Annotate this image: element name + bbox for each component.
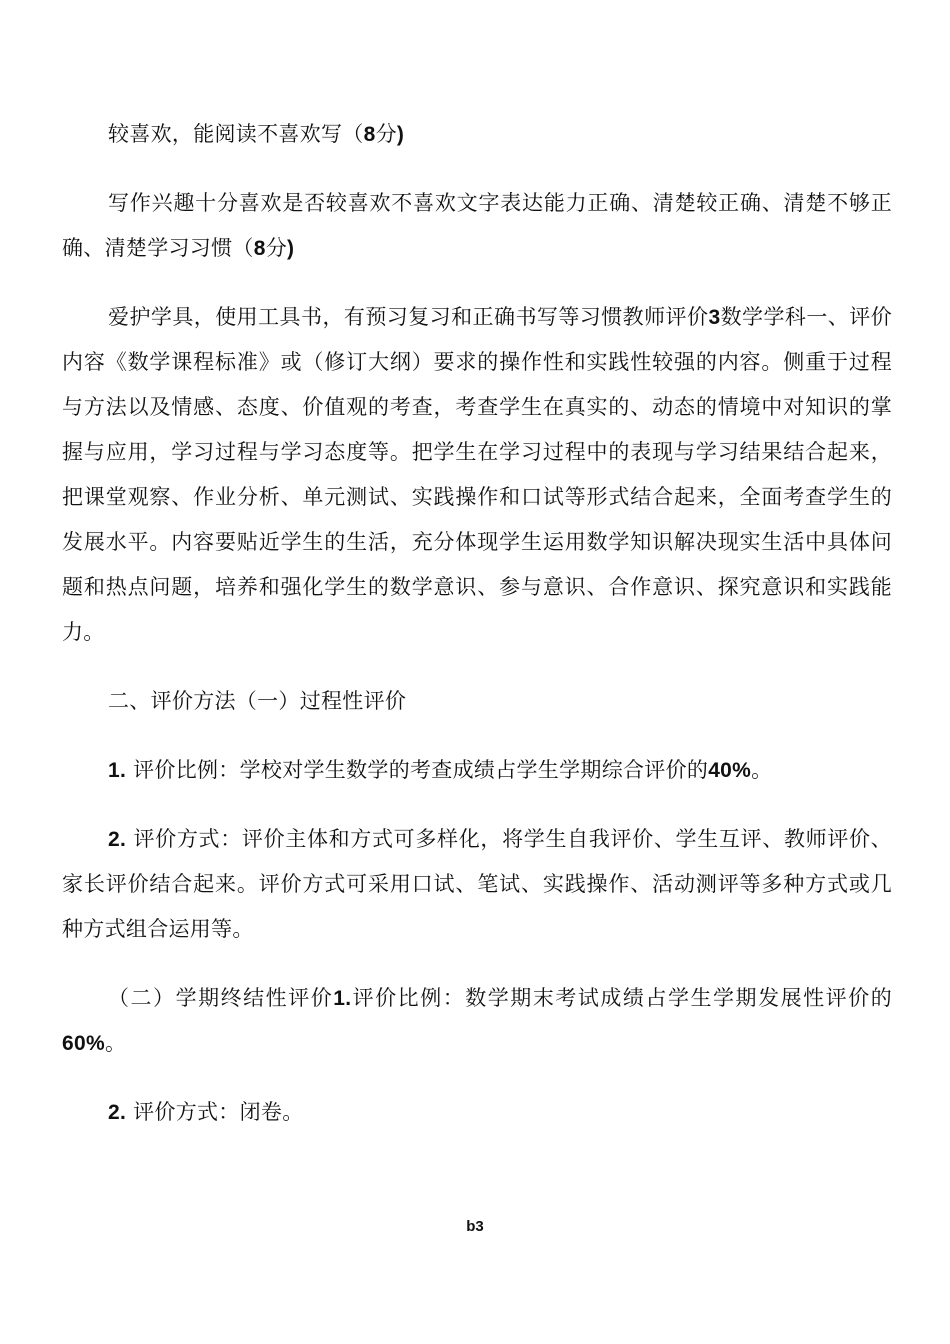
para-text: 评价比例：学校对学生数学的考查成绩占学生学期综合评价的 [126, 758, 709, 782]
para-tail: 。 [751, 758, 773, 782]
close-paren: ) [287, 237, 295, 260]
para-text: 写作兴趣十分喜欢是否较喜欢不喜欢文字表达能力正确、清楚较正确、清楚不够正确、清楚学习习惯（ [62, 191, 892, 260]
page-number: b3 [466, 1218, 484, 1235]
para-text: （二）学期终结性评价 [108, 986, 334, 1010]
score-unit: 分 [375, 122, 397, 146]
paragraph-exam-mode [62, 1090, 892, 1135]
percentage-value: 40% [708, 759, 752, 782]
para-text: 爱护学具，使用工具书，有预习复习和正确书写等习惯教师评价 [108, 305, 709, 329]
section-heading-evaluation-method [62, 679, 892, 724]
para-text-continued: 数学学科一、评价内容《数学课程标准》或（修订大纲）要求的操作性和实践性较强的内容。侧重于过程与方法以及情感、态度、价值观的考查，考查学生在真实的、动态的情境中对知识的掌握与应用，学习过程与学习态度等。把学生在学习过程中的表现与学习结果结合起来，把课堂观察、作业分析、单元测试、实践操作和口试等形式结合起来，全面考查学生的发展水平。内容要贴近学生的生活，充分体现学生运用数学知识解决现实生活中具体问题和热点问题，培养和强化学生的数学意识、参与意识、合作意识、探究意识和实践能力。 [62, 305, 892, 644]
score-unit: 分 [265, 236, 287, 260]
para-text: 评价方式：闭卷。 [126, 1100, 304, 1124]
close-paren: ) [396, 123, 405, 146]
para-text: 较喜欢，能阅读不喜欢写（ [108, 122, 364, 146]
para-tail: 。 [104, 1031, 127, 1055]
paragraph-math-evaluation-content [62, 295, 892, 655]
list-number: 2. [108, 828, 127, 851]
paragraph-evaluation-mode [62, 817, 892, 952]
paragraph-evaluation-ratio [62, 748, 892, 793]
para-text: 评价方式：评价主体和方式可多样化，将学生自我评价、学生互评、教师评价、家长评价结合起来。评价方式可采用口试、笔试、实践操作、活动测评等多种方式或几种方式组合运用等。 [62, 827, 892, 941]
percentage-value: 60% [62, 1032, 105, 1055]
para-text-continued: 评价比例：数学期末考试成绩占学生学期发展性评价的 [351, 986, 893, 1010]
score-value: 8 [253, 237, 266, 260]
inline-number: 3 [708, 306, 721, 329]
list-number: 2. [108, 1101, 127, 1124]
paragraph-writing-preference [62, 112, 892, 157]
paragraph-final-evaluation [62, 976, 892, 1066]
list-number: 1. [108, 759, 127, 782]
paragraph-writing-interest [62, 181, 892, 271]
score-value: 8 [363, 123, 376, 146]
document-body [62, 112, 892, 1135]
list-number: 1. [333, 987, 352, 1010]
heading-text: 二、评价方法（一）过程性评价 [108, 689, 407, 713]
